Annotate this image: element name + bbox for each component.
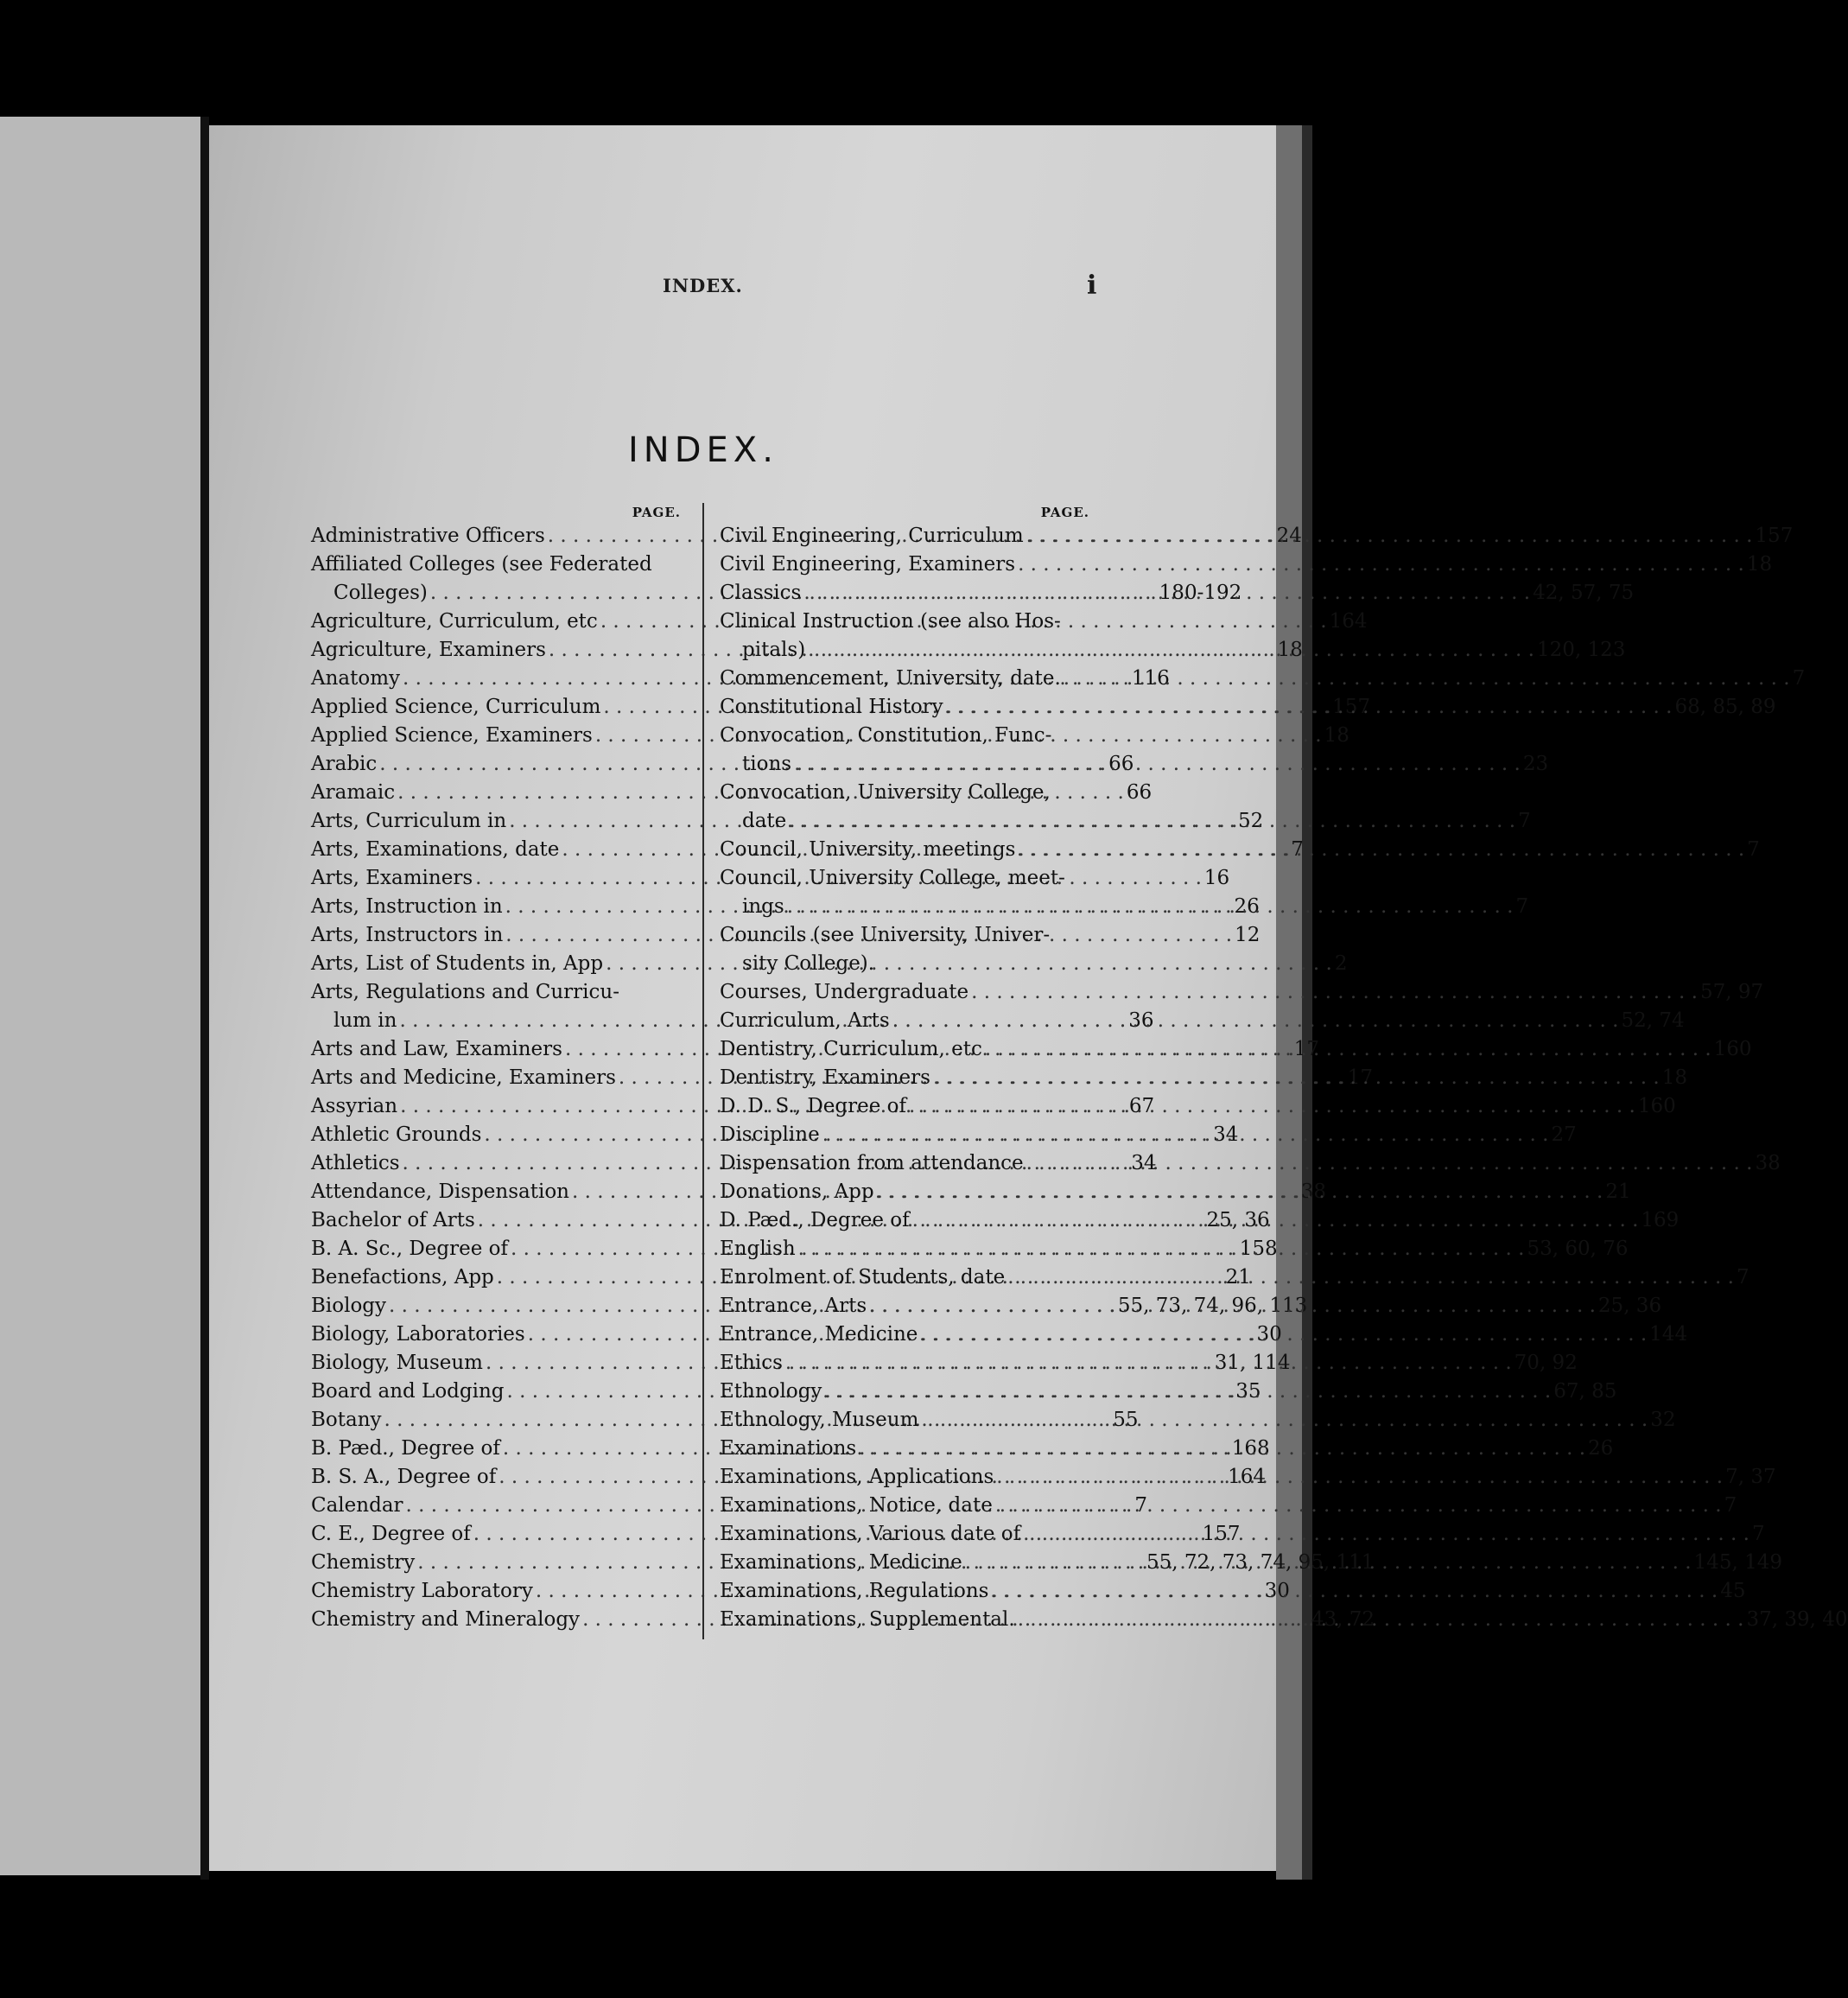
entry-page: 157 [1202, 1523, 1241, 1545]
entry-page: 57, 97 [1699, 981, 1764, 1003]
entry-page: 7 [1751, 1523, 1765, 1545]
entry-text: English [720, 1238, 796, 1260]
entry-page: 25, 36 [1206, 1209, 1270, 1231]
leader-dots [1015, 836, 1747, 864]
entry-page: 145, 149 [1693, 1551, 1782, 1574]
entry-page: 37, 39, 40 [1746, 1608, 1848, 1631]
entry-page: 160 [1713, 1038, 1752, 1060]
leader-dots [890, 1007, 1622, 1035]
entry-page: 7 [1724, 1494, 1737, 1517]
entry-text: Arts, Instruction in [311, 895, 503, 918]
entry-text: Chemistry and Mineralogy [311, 1608, 581, 1631]
entry-text: lum in [333, 1009, 397, 1032]
entry-text: Biology [311, 1295, 387, 1317]
entry-text: Arts, Regulations and Curricu- [311, 981, 619, 1003]
entry-text: Arts, Instructors in [311, 924, 504, 946]
entry-page: 7 [1747, 838, 1760, 861]
entry-page: 120, 123 [1536, 639, 1626, 661]
entry-page: 52 [1237, 810, 1264, 832]
leader-dots [906, 1092, 1638, 1121]
leader-dots [943, 693, 1675, 722]
entry-page: 18 [1661, 1066, 1687, 1089]
entry-page: 160 [1637, 1095, 1676, 1117]
page-title: INDEX. [628, 430, 778, 470]
running-head: INDEX. [663, 275, 743, 296]
entry-text: Athletics [311, 1152, 400, 1174]
entry-page: 7 [1134, 1494, 1147, 1517]
page-gutter-shadow [200, 117, 209, 1880]
leader-dots [962, 1549, 1694, 1577]
entry-text: D. D. S., Degree of [720, 1095, 907, 1117]
entry-page: 27 [1551, 1123, 1577, 1146]
entry-text: Curriculum, Arts [720, 1009, 890, 1032]
entry-text: D. Pæd., Degree of [720, 1209, 910, 1231]
entry-text: Commencement, University, date. [720, 667, 1061, 690]
entry-text: Biology, Laboratories [311, 1323, 525, 1346]
entry-page: 7 [1518, 810, 1531, 832]
entry-text: Examinations [720, 1437, 857, 1460]
entry-page: 17 [1293, 1038, 1320, 1060]
entry-text: sity College). [742, 952, 875, 975]
entry-text: Convocation, University College, [720, 781, 1051, 804]
column-divider [702, 503, 704, 1639]
entry-page: 53, 60, 76 [1527, 1238, 1629, 1260]
index-entry [720, 722, 1100, 750]
entry-text: Agriculture, Curriculum, etc [311, 610, 598, 633]
leader-dots [796, 1235, 1527, 1263]
entry-text: Constitutional History [720, 696, 943, 718]
entry-text: Colleges) [333, 582, 428, 604]
entry-page: 55 [1113, 1409, 1139, 1431]
entry-page: 164 [1329, 610, 1368, 633]
entry-page: 168 [1231, 1437, 1270, 1460]
leader-dots [874, 1178, 1606, 1206]
entry-page: 180-192 [1159, 582, 1242, 604]
entry-text: Donations, App [720, 1180, 874, 1203]
entry-text: Agriculture, Examiners [311, 639, 546, 661]
entry-text: Arabic [311, 753, 378, 775]
entry-text: Arts, List of Students in, App [311, 952, 604, 975]
entry-text: Ethnology, Museum [720, 1409, 919, 1431]
entry-text: date [742, 810, 787, 832]
entry-text: Benefactions, App [311, 1266, 494, 1289]
entry-page: 23 [1522, 753, 1549, 775]
index-entry [720, 921, 1100, 950]
entry-page: 26 [1588, 1437, 1614, 1460]
entry-page: 24 [1276, 525, 1302, 547]
entry-page: 21 [1225, 1266, 1251, 1289]
entry-text: Courses, Undergraduate [720, 981, 969, 1003]
leader-dots [786, 807, 1518, 836]
entry-text: B. A. Sc., Degree of [311, 1238, 508, 1260]
entry-page: 35 [1235, 1380, 1261, 1403]
leader-dots [783, 1349, 1515, 1378]
entry-text: Examinations, Regulations [720, 1580, 989, 1602]
leader-dots [791, 750, 1523, 779]
leader-dots [1005, 1263, 1737, 1292]
entry-text: Applied Science, Curriculum [311, 696, 601, 718]
index-entry [311, 550, 691, 579]
entry-text: Calendar [311, 1494, 403, 1517]
leader-dots [801, 579, 1533, 608]
entry-page: 26 [1234, 895, 1260, 918]
entry-page: 67 [1128, 1095, 1155, 1117]
entry-text: Council, University, meetings [720, 838, 1016, 861]
leader-dots [930, 1064, 1662, 1092]
entry-text: Arts and Law, Examiners [311, 1038, 562, 1060]
entry-page: 157 [1755, 525, 1794, 547]
entry-text: Arts, Examinations, date [311, 838, 560, 861]
entry-text: Biology, Museum [311, 1352, 483, 1374]
leader-dots [982, 1035, 1714, 1064]
entry-page: 66 [1108, 753, 1134, 775]
entry-page: 38 [1300, 1180, 1327, 1203]
entry-text: Convocation, Constitution, Func- [720, 724, 1052, 747]
leader-dots [918, 1320, 1649, 1349]
index-entry [311, 978, 691, 1007]
entry-page: 18 [1277, 639, 1303, 661]
page-column-label: PAGE. [1040, 505, 1089, 520]
entry-text: Ethnology [720, 1380, 822, 1403]
entry-text: Anatomy [311, 667, 401, 690]
entry-text: C. E., Degree of [311, 1523, 471, 1545]
entry-text: Examinations, Notice, date [720, 1494, 993, 1517]
leader-dots [968, 978, 1700, 1007]
entry-text: Arts, Examiners [311, 867, 473, 889]
entry-text: Administrative Officers [311, 525, 545, 547]
leader-dots [910, 1206, 1642, 1235]
entry-text: Discipline [720, 1123, 820, 1146]
leader-dots [784, 893, 1516, 921]
index-entry [720, 779, 1100, 807]
entry-text: Enrolment of Students, date [720, 1266, 1006, 1289]
entry-page: 45 [1720, 1580, 1746, 1602]
entry-page: 30 [1264, 1580, 1290, 1602]
entry-text: B. Pæd., Degree of [311, 1437, 500, 1460]
entry-page: 30 [1256, 1323, 1282, 1346]
entry-text: Examinations, Various date of [720, 1523, 1021, 1545]
entry-text: Dentistry, Examiners [720, 1066, 930, 1089]
entry-text: Dispensation from attendance [720, 1152, 1024, 1174]
entry-text: Civil Engineering, Examiners [720, 553, 1016, 576]
entry-page: 18 [1746, 553, 1773, 576]
entry-page: 52, 74 [1621, 1009, 1685, 1032]
entry-text: Chemistry Laboratory [311, 1580, 533, 1602]
entry-page: 55, 72, 73, 74, 95, 111 [1146, 1551, 1375, 1574]
leader-dots [1061, 665, 1793, 693]
entry-page: 7, 37 [1725, 1466, 1776, 1488]
leader-dots [1024, 1149, 1756, 1178]
entry-page: 67, 85 [1553, 1380, 1617, 1403]
entry-text: Applied Science, Examiners [311, 724, 593, 747]
entry-text: pitals) [742, 639, 806, 661]
entry-page: 55, 73, 74, 96, 113 [1117, 1295, 1308, 1317]
entry-page: 25, 36 [1597, 1295, 1662, 1317]
entry-page: 116 [1131, 667, 1170, 690]
entry-text: tions [742, 753, 792, 775]
leader-dots [994, 1463, 1725, 1492]
entry-page: 16 [1203, 867, 1230, 889]
entry-page: 2 [1334, 952, 1348, 975]
entry-page: 7 [1736, 1266, 1750, 1289]
entry-text: Bachelor of Arts [311, 1209, 475, 1231]
leader-dots [1020, 1520, 1752, 1549]
entry-text: Attendance, Dispensation [311, 1180, 569, 1203]
leader-dots [820, 1121, 1552, 1149]
entry-page: 68, 85, 89 [1674, 696, 1776, 718]
leader-dots [993, 1492, 1724, 1520]
entry-text: Ethics [720, 1352, 783, 1374]
leader-dots [1024, 522, 1756, 550]
index-entry [720, 836, 1760, 864]
index-entry [720, 1492, 1737, 1520]
entry-text: Board and Lodging [311, 1380, 505, 1403]
leader-dots [856, 1435, 1588, 1463]
entry-page: 34 [1131, 1152, 1157, 1174]
leader-dots [1015, 550, 1747, 579]
entry-text: Council, University College, meet- [720, 867, 1065, 889]
entry-text: Assyrian [311, 1095, 398, 1117]
entry-page: 38 [1755, 1152, 1781, 1174]
entry-page: 31, 114 [1214, 1352, 1291, 1374]
leader-dots [1015, 1606, 1747, 1634]
entry-page: 36 [1128, 1009, 1154, 1032]
entry-text: Botany [311, 1409, 382, 1431]
entry-text: Arts, Curriculum in [311, 810, 507, 832]
entry-page: 43, 72 [1311, 1608, 1375, 1631]
facing-page [0, 117, 200, 1875]
entry-page: 144 [1649, 1323, 1688, 1346]
entry-text: Entrance, Arts [720, 1295, 867, 1317]
entry-page: 7 [1515, 895, 1529, 918]
entry-page: 70, 92 [1514, 1352, 1578, 1374]
entry-text: Aramaic [311, 781, 396, 804]
entry-text: Chemistry [311, 1551, 416, 1574]
index-entry [720, 950, 1100, 978]
entry-page: 66 [1126, 781, 1153, 804]
index-entry [720, 864, 1100, 893]
entry-page: 12 [1235, 924, 1261, 946]
entry-text: Dentistry, Curriculum, etc [720, 1038, 982, 1060]
entry-text: ings [742, 895, 784, 918]
index-entry [720, 608, 1100, 636]
entry-text: Athletic Grounds [311, 1123, 482, 1146]
leader-dots [822, 1378, 1553, 1406]
entry-text: Clinical Instruction (see also Hos- [720, 610, 1061, 633]
entry-page: 32 [1650, 1409, 1676, 1431]
entry-page: 157 [1332, 696, 1371, 718]
entry-text: Affiliated Colleges (see Federated [311, 553, 652, 576]
entry-page: 7 [1291, 838, 1304, 861]
entry-text: Examinations, Medicine [720, 1551, 962, 1574]
entry-text: Civil Engineering, Curriculum [720, 525, 1024, 547]
entry-text: Arts and Medicine, Examiners [311, 1066, 616, 1089]
index-entry [720, 550, 1773, 579]
leader-dots [805, 636, 1537, 665]
index-entry [720, 978, 1764, 1007]
entry-page: 169 [1641, 1209, 1680, 1231]
entry-text: Councils (see University, Univer- [720, 924, 1051, 946]
entry-page: 18 [1324, 724, 1349, 747]
entry-text: Classics [720, 582, 802, 604]
leader-dots [918, 1406, 1650, 1435]
leader-dots [988, 1577, 1720, 1606]
entry-text: Examinations, Supplemental. [720, 1608, 1015, 1631]
entry-page: 21 [1605, 1180, 1631, 1203]
entry-page: 17 [1347, 1066, 1373, 1089]
entry-page: 42, 57, 75 [1533, 582, 1635, 604]
entry-text: Entrance, Medicine [720, 1323, 918, 1346]
entry-page: 7 [1792, 667, 1806, 690]
leader-dots [867, 1292, 1598, 1320]
entry-text: B. S. A., Degree of [311, 1466, 497, 1488]
page-number: i [1087, 270, 1097, 301]
entry-text: Examinations, Applications [720, 1466, 994, 1488]
entry-page: 158 [1239, 1238, 1278, 1260]
entry-page: 164 [1228, 1466, 1266, 1488]
entry-page: 34 [1213, 1123, 1239, 1146]
page-column-label: PAGE. [632, 505, 681, 520]
